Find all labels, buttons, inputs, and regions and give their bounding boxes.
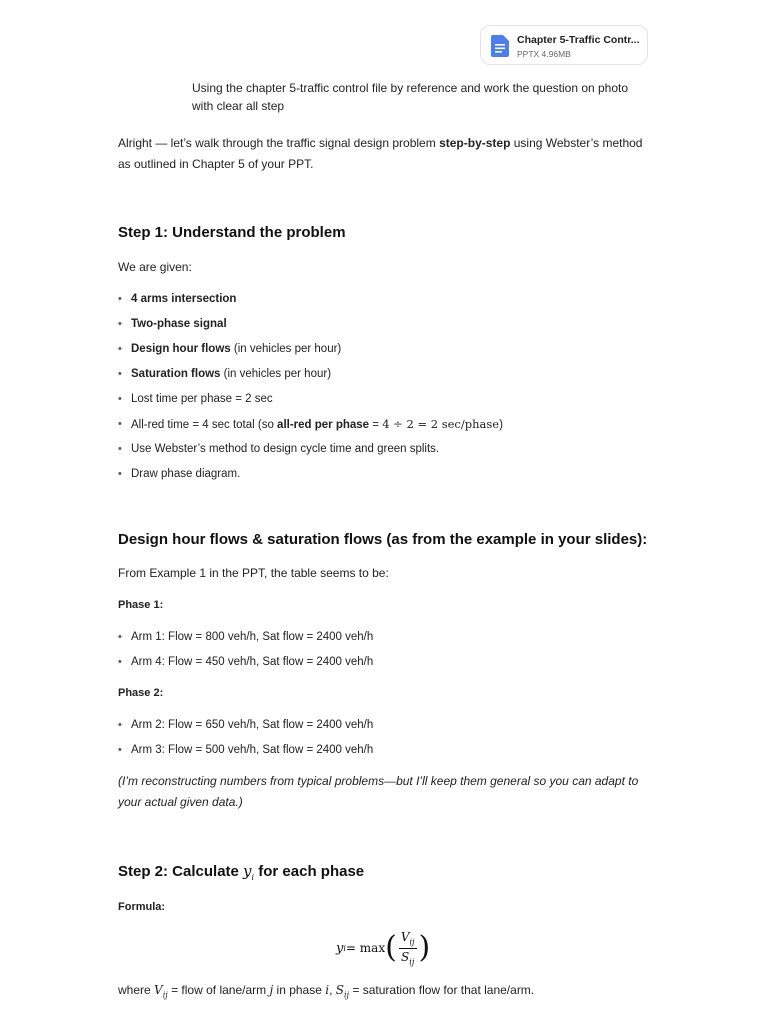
step1-heading: Step 1: Understand the problem xyxy=(118,224,346,241)
attachment-card[interactable] xyxy=(480,25,648,65)
phase1-list xyxy=(118,629,373,679)
phase2-list xyxy=(118,717,373,767)
list-item: • Draw phase diagram. xyxy=(118,466,503,491)
flows-intro: From Example 1 in the PPT, the table seems to be: xyxy=(118,566,389,580)
list-item: • Saturation flows (in vehicles per hour) xyxy=(118,366,503,391)
phase1-label: Phase 1: xyxy=(118,599,164,611)
list-item: • Two-phase signal xyxy=(118,316,503,341)
list-item: • Arm 1: Flow = 800 veh/h, Sat flow = 2400 veh/h xyxy=(118,629,373,654)
list-item: • Arm 4: Flow = 450 veh/h, Sat flow = 2400 veh/h xyxy=(118,654,373,679)
list-item: • Use Webster’s method to design cycle time and green splits. xyxy=(118,441,503,466)
list-item: • Design hour flows (in vehicles per hour) xyxy=(118,341,503,366)
list-item: • Arm 3: Flow = 500 veh/h, Sat flow = 2400 veh/h xyxy=(118,742,373,767)
given-list xyxy=(118,291,503,491)
list-item: • Lost time per phase = 2 sec xyxy=(118,391,503,416)
attachment-meta: PPTX 4.96MB xyxy=(517,49,571,59)
user-message: Using the chapter 5-traffic control file by reference and work the question on photo with clear all step xyxy=(192,81,629,113)
step2-heading: Step 2: Calculate $y_i$ for each phase xyxy=(118,862,365,882)
formula-label: Formula: xyxy=(118,901,166,913)
formula-where: where $V_{ij}$ = flow of lane/arm j in phase i, $S_{ij}$ = saturation flow for that lane/arm. xyxy=(118,983,535,1000)
formula: y i = max ( $\frac{V_{ij}}{S_{ij}}$ ) xyxy=(336,930,431,966)
attachment-name: Chapter 5-Traffic Contr... xyxy=(517,34,640,46)
phase2-label: Phase 2: xyxy=(118,687,164,699)
document-icon xyxy=(491,35,509,57)
note-paragraph: (I’m reconstructing numbers from typical problems—but I’ll keep them general so you can adapt to your actual given data.) xyxy=(118,774,639,809)
list-item: • 4 arms intersection xyxy=(118,291,503,316)
list-item: • Arm 2: Flow = 650 veh/h, Sat flow = 2400 veh/h xyxy=(118,717,373,742)
given-label: We are given: xyxy=(118,260,192,274)
flows-heading: Design hour flows & saturation flows (as from the example in your slides): xyxy=(118,531,648,548)
intro-paragraph: Alright — let’s walk through the traffic signal design problem step-by-step using Webster’s method as outlined in Chapter 5 of your PPT. xyxy=(118,136,643,171)
list-item: • All-red time = 4 sec total (so all-red per phase = 4 ÷ 2 = 2 sec/phase) xyxy=(118,416,503,441)
